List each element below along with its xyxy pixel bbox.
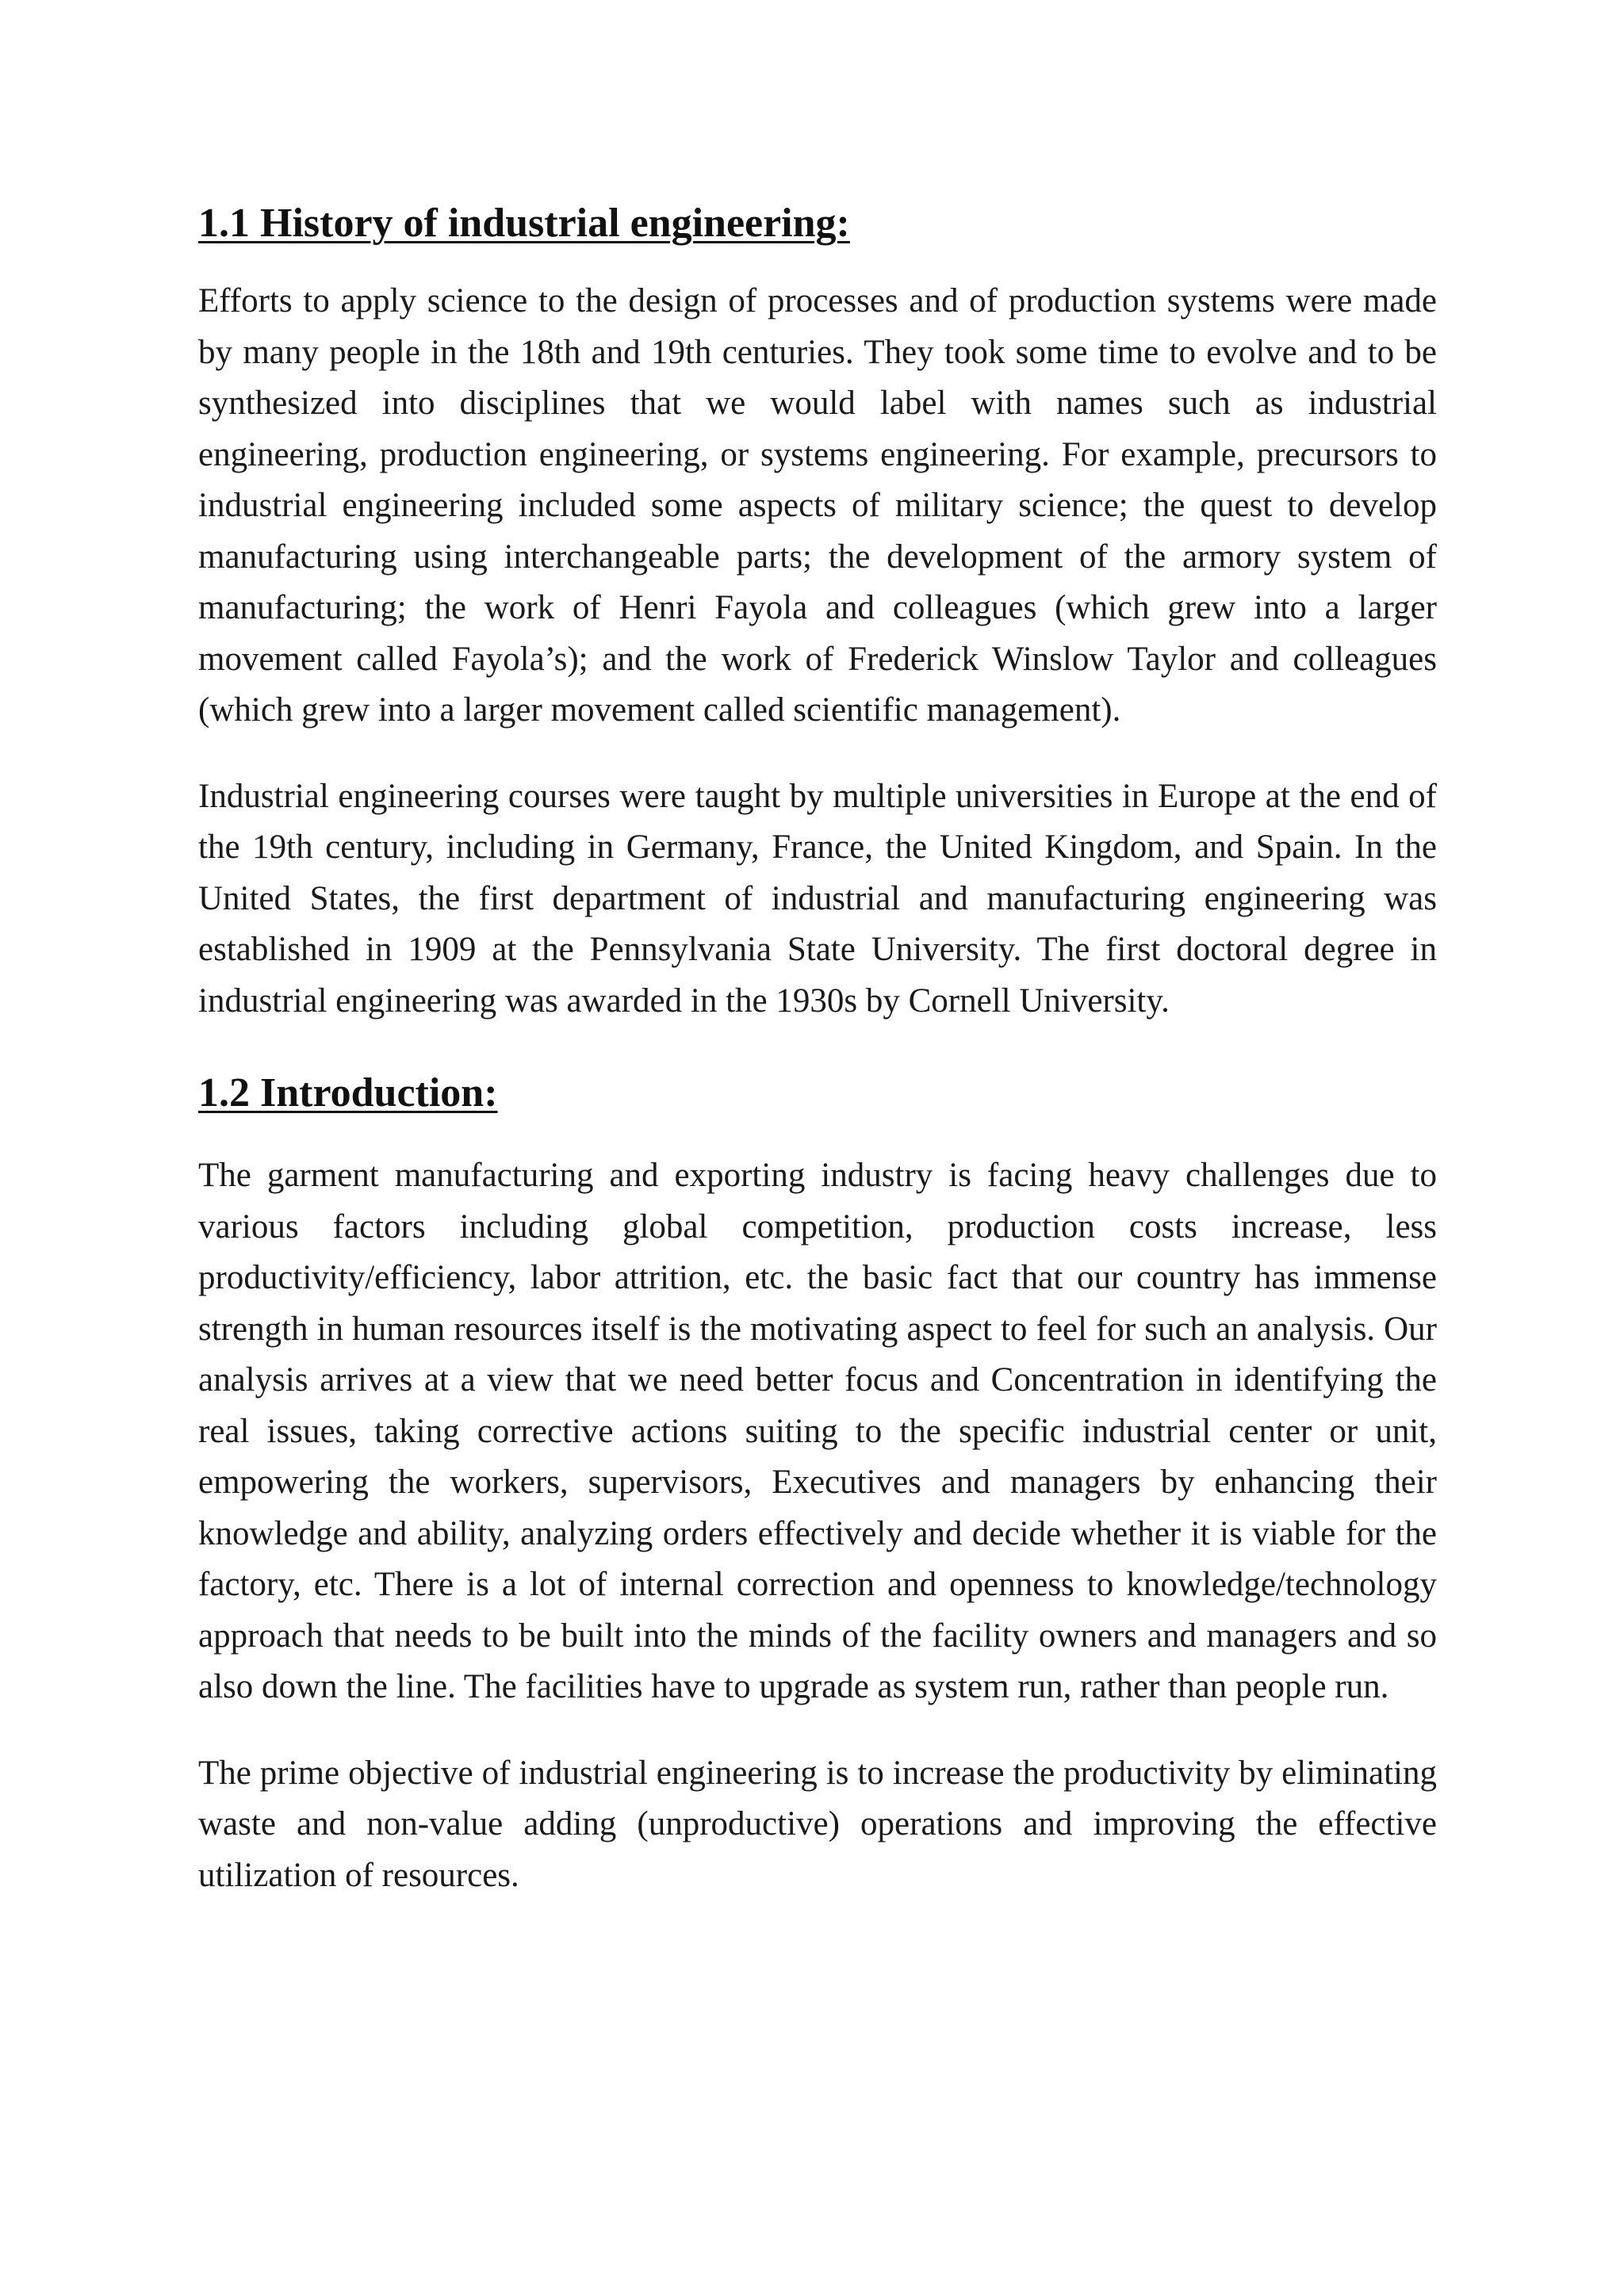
section-heading-history: 1.1 History of industrial engineering:	[198, 201, 850, 246]
introduction-paragraph-1: The garment manufacturing and exporting industry is facing heavy challenges due to various factors including global competition, production costs increase, less productivity/efficiency, labor attrition, etc. the basic fact that our country has immense strength in human resources itself is the motivating aspect to feel for such an analysis. Our analysis arrives at a view that we need better focus and Concentration in identifying the real issues, taking corrective actions suiting to the specific industrial center or unit, empowering the workers, supervisors, Executives and managers by enhancing their knowledge and ability, analyzing orders effectively and decide whether it is viable for the factory, etc. There is a lot of internal correction and openness to knowledge/technology approach that needs to be built into the minds of the facility owners and managers and so also down the line. The facilities have to upgrade as system run, rather than people run.	[198, 1157, 1437, 1705]
history-paragraph-1: Efforts to apply science to the design of processes and of production systems were made by many people in the 18th and 19th centuries. They took some time to evolve and to be synthesized into disciplines that we would label with names such as industrial engineering, production engineering, or systems engineering. For example, precursors to industrial engineering included some aspects of military science; the quest to develop manufacturing using interchangeable parts; the development of the armory system of manufacturing; the work of Henri Fayola and colleagues (which grew into a larger movement called Fayola’s); and the work of Frederick Winslow Taylor and colleagues (which grew into a larger movement called scientific management).	[198, 282, 1437, 729]
section-heading-introduction: 1.2 Introduction:	[198, 1070, 498, 1115]
introduction-paragraph-2: The prime objective of industrial engineering is to increase the productivity by eliminating waste and non-value adding (unproductive) operations and improving the effective utilization of resources.	[198, 1754, 1437, 1894]
history-paragraph-2: Industrial engineering courses were taught by multiple universities in Europe at the end of the 19th century, including in Germany, France, the United Kingdom, and Spain. In the United States, the first department of industrial and manufacturing engineering was established in 1909 at the Pennsylvania State University. The first doctoral degree in industrial engineering was awarded in the 1930s by Cornell University.	[198, 777, 1437, 1020]
document-body	[198, 198, 1437, 1901]
